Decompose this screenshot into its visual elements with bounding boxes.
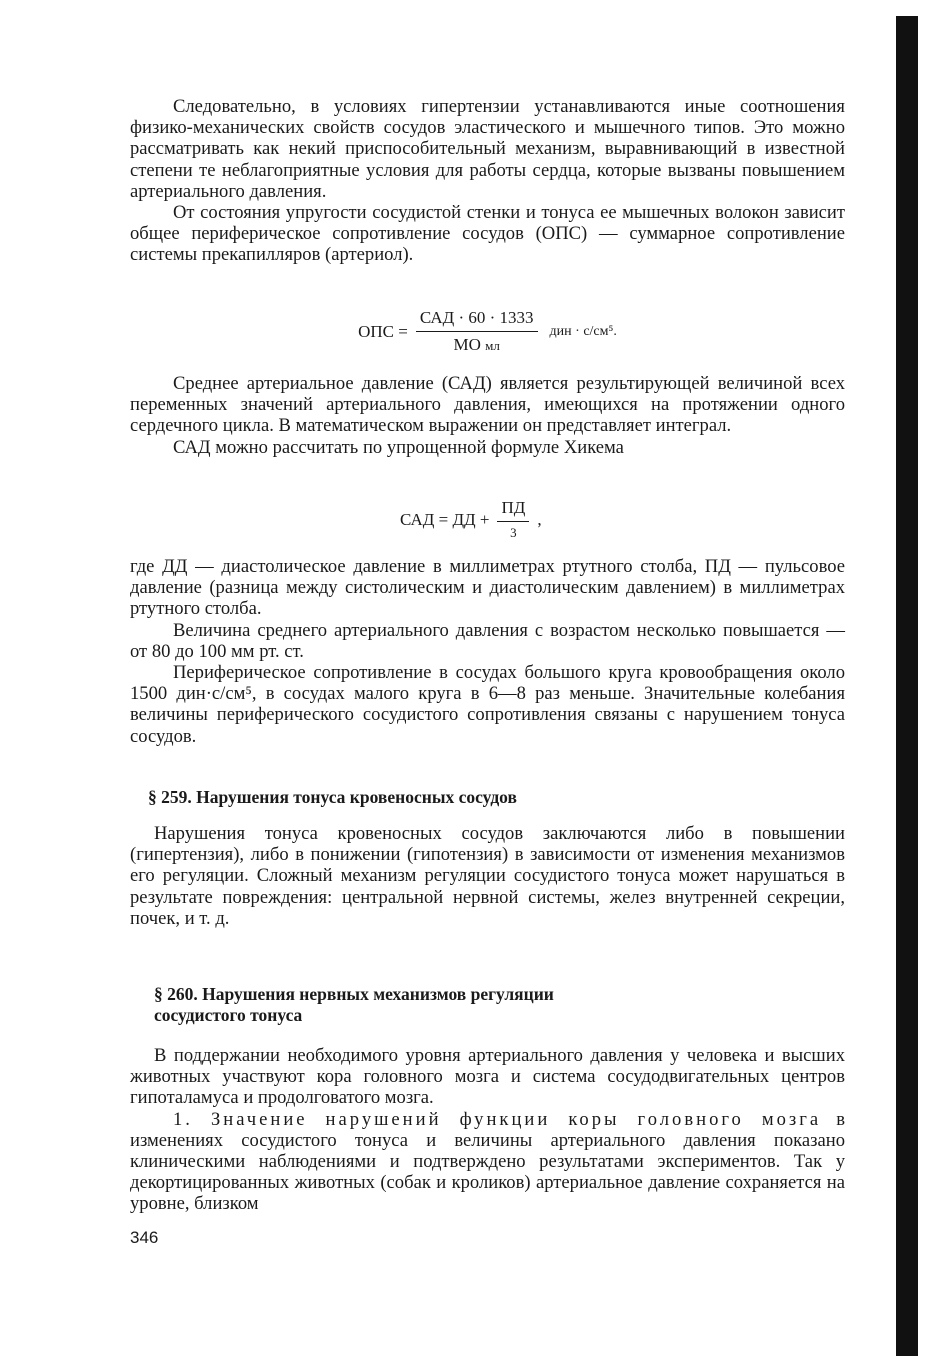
formula-ops-denominator bbox=[454, 332, 500, 355]
section-260-paragraph-2-rest: в изменениях сосудистого тонуса и величины артериального давления показано клиническими наблюдениями и подтверждено результатами экспериментов. Так у декортицированных животных (собак и кроликов) артериальное давление сохраняется на уровне, близком bbox=[130, 1108, 845, 1215]
section-260-paragraph-2 bbox=[130, 1109, 845, 1215]
section-259 bbox=[130, 787, 845, 929]
formula-sad-denominator: 3 bbox=[510, 525, 517, 540]
paragraph-hickem: САД можно рассчитать по упрощенной формуле Хикема bbox=[173, 436, 624, 458]
formula-sad bbox=[400, 498, 600, 541]
mid-block bbox=[130, 373, 845, 458]
formula-ops-denominator-sub: мл bbox=[485, 338, 500, 353]
after-block bbox=[130, 556, 845, 747]
paragraph-sad-age: Величина среднего артериального давления с возрастом несколько повышается — от 80 до 100 мм рт. ст. bbox=[130, 619, 845, 662]
paragraph-ops: От состояния упругости сосудистой стенки и тонуса ее мышечных волокон зависит общее периферическое сопротивление сосудов (ОПС) — суммарное сопротивление системы прекапилляров (артериол). bbox=[130, 202, 845, 266]
page-number: 346 bbox=[130, 1228, 159, 1247]
paragraph-hypertension: Следовательно, в условиях гипертензии устанавливаются иные соотношения физико-механических свойств сосудов эластического и мышечного типов. Это можно рассматривать как некий приспособительный механизм, выравнивающий в известной степени те неблагоприятные условия для работы сердца, которые вызваны повышением артериального давления. bbox=[130, 96, 845, 202]
paragraph-peripheral-resistance: Периферическое сопротивление в сосудах большого круга кровообращения около 1500 дин·с/см⁵, в сосудах малого круга в 6—8 раз меньше. Значительные колебания величины периферического сосудистого сопротивления связаны с нарушением тонуса сосудов. bbox=[130, 662, 845, 747]
section-260-paragraph-1: В поддержании необходимого уровня артериального давления у человека и высших животных участвуют кора головного мозга и система сосудодвигательных центров гипоталамуса и продолговатого мозга. bbox=[130, 1045, 845, 1109]
formula-ops bbox=[130, 308, 845, 355]
paragraph-dd-pd: где ДД — диастолическое давление в миллиметрах ртутного столба, ПД — пульсовое давление (разница между систолическим и диастолическим давлением) в миллиметрах ртутного столба. bbox=[130, 556, 845, 620]
formula-ops-lhs: ОПС = bbox=[358, 321, 408, 341]
section-259-paragraph: Нарушения тонуса кровеносных сосудов заключаются либо в повышении (гипертензия), либо в понижении (гипотензия) в зависимости от изменения механизмов его регуляции. Сложный механизм регуляции сосудистого тонуса может нарушаться в результате повреждения: центральной нервной системы, желез внутренней секреции, почек, и т. д. bbox=[130, 823, 845, 929]
intro-block bbox=[130, 96, 845, 266]
formula-ops-fraction bbox=[416, 308, 538, 355]
formula-sad-numerator: ПД bbox=[497, 498, 529, 522]
section-260-heading-line2: сосудистого тонуса bbox=[154, 1005, 303, 1025]
formula-ops-unit: дин · с/см⁵. bbox=[549, 323, 617, 339]
formula-ops-numerator: САД · 60 · 1333 bbox=[416, 308, 538, 332]
formula-sad-tail: , bbox=[537, 509, 542, 529]
section-260-spaced-phrase: 1. Значение нарушений функции коры головного мозга bbox=[173, 1108, 822, 1130]
section-260-heading-line1: § 260. Нарушения нервных механизмов регуляции bbox=[154, 984, 554, 1004]
section-259-heading: § 259. Нарушения тонуса кровеносных сосудов bbox=[148, 787, 517, 807]
formula-sad-lhs: САД = ДД + bbox=[400, 509, 490, 529]
formula-ops-denominator-main: МО bbox=[453, 335, 481, 354]
paragraph-sad-definition: Среднее артериальное давление (САД) является результирующей величиной всех переменных значений артериального давления, имеющихся на протяжении одного сердечного цикла. В математическом выражении он представляет интеграл. bbox=[130, 373, 845, 437]
section-260 bbox=[130, 984, 845, 1215]
page-edge-shadow bbox=[896, 16, 918, 1356]
formula-sad-fraction bbox=[497, 498, 529, 541]
